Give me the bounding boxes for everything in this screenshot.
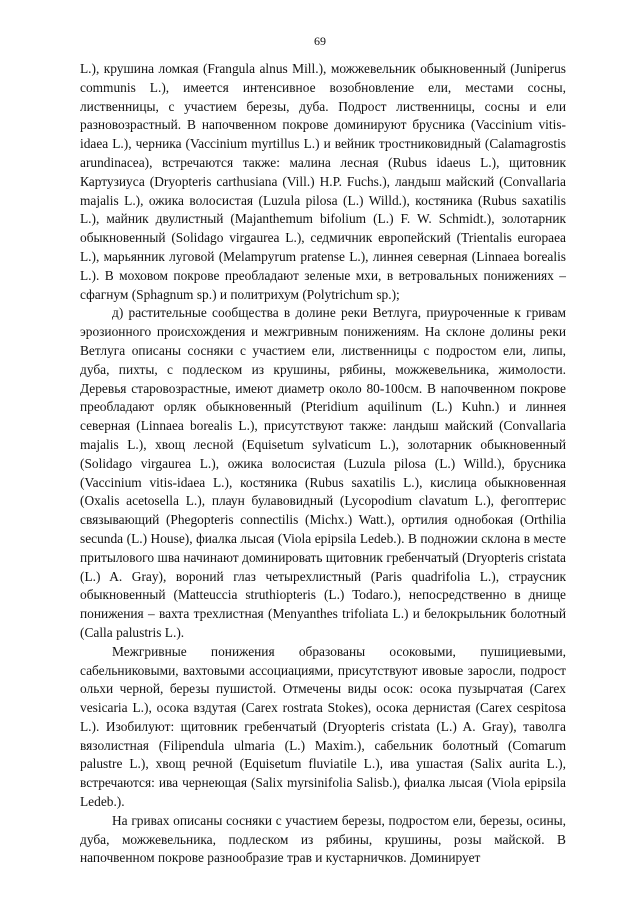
paragraph-1: L.), крушина ломкая (Frangula alnus Mill.), можжевельник обыкновенный (Juniperus communis L.), имеется интенсивное возобновление ели, местами сосны, лиственницы, с участием березы, дуба. Подрост лиственницы, сосны и ели разновозрастный. В напочвенном покрове доминируют брусника (Vaccinium vitis-idaea L.), черника (Vaccinium myrtillus L.) и вейник тростниковидный (Calamagrostis arundinacea), встречаются также: малина лесная (Rubus idaeus L.), щитовник Картузиуса (Dryopteris carthusiana (Vill.) H.P. Fuchs.), ландыш майский (Convallaria majalis L.), ожика волосистая (Luzula pilosa (L.) Willd.), костяника (Rubus saxatilis L.), майник двулистный (Majanthemum bifolium (L.) F. W. Schmidt.), золотарник обыкновенный (Solidago virgaurea L.), седмичник европейский (Trientalis europaea L.), марьянник луговой (Melampyrum pratense L.), линнея северная (Linnaea borealis L.). В моховом покрове преобладают зеленые мхи, в ветровальных понижениях – сфагнум (Sphagnum sp.) и политрихум (Polytrichum sp.); (80, 61, 566, 302)
paragraph-4: На гривах описаны сосняки с участием березы, подростом ели, березы, осины, дуба, можжевельника, подлеском из рябины, крушины, розы майской. В напочвенном покрове разнообразие трав и кустарничков. Доминирует (80, 812, 566, 866)
page-number: 69 (314, 34, 326, 48)
paragraph-3: Межгривные понижения образованы осоковыми, пушициевыми, сабельниковыми, вахтовыми ассоциациями, присутствуют ивовые заросли, подрост ольхи черной, березы пушистой. Отмечены виды осок: осока пузырчатая (Carex vesicaria L.), осока вздутая (Carex rostrata Stokes), осока дернистая (Carex cespitosa L.). Изобилуют: щитовник гребенчатый (Dryopteris cristata (L.) A. Gray), таволга вязолистная (Filipendula ulmaria (L.) Maxim.), сабельник болотный (Comarum palustre L.), хвощ речной (Equisetum fluviatile L.), ива ушастая (Salix aurita L.), встречаются: ива чернеющая (Salix myrsinifolia Salisb.), фиалка лысая (Viola epipsila Ledeb.). (80, 643, 566, 810)
paragraph-2: д) растительные сообщества в долине реки Ветлуга, приуроченные к гривам эрозионного происхождения и межгривным понижениям. На склоне долины реки Ветлуга описаны сосняки с участием ели, лиственницы с подростом ели, липы, дуба, пихты, с подлеском из крушины, рябины, можжевельника, жимолости. Деревья старовозрастные, имеют диаметр около 80-100см. В напочвенном покрове преобладают орляк обыкновенный (Pteridium aquilinum (L.) Kuhn.) и линнея северная (Linnaea borealis L.), присутствуют также: ландыш майский (Convallaria majalis L.), хвощ лесной (Equisetum sylvaticum L.), золотарник обыкновенный (Solidago virgaurea L.), ожика волосистая (Luzula pilosa (L.) Willd.), брусника (Vaccinium vitis-idaea L.), костяника (Rubus saxatilis L.), кислица обыкновенная (Oxalis acetosella L.), плаун булавовидный (Lycopodium clavatum L.), фегоптерис связывающий (Phegopteris connectilis (Michx.) Watt.), ортилия однобокая (Orthilia secunda (L.) House), фиалка лысая (Viola epipsila Ledeb.). В подножии склона в месте притылового шва начинают доминировать щитовник гребенчатый (Dryopteris cristata (L.) A. Gray), вороний глаз четырехлистный (Paris quadrifolia L.), страусник обыкновенный (Matteuccia struthiopteris (L.) Todaro.), непосредственно в днище понижения – вахта трехлистная (Menyanthes trifoliata L.) и белокрыльник болотный (Calla palustris L.). (80, 305, 566, 640)
body-text (80, 60, 566, 868)
